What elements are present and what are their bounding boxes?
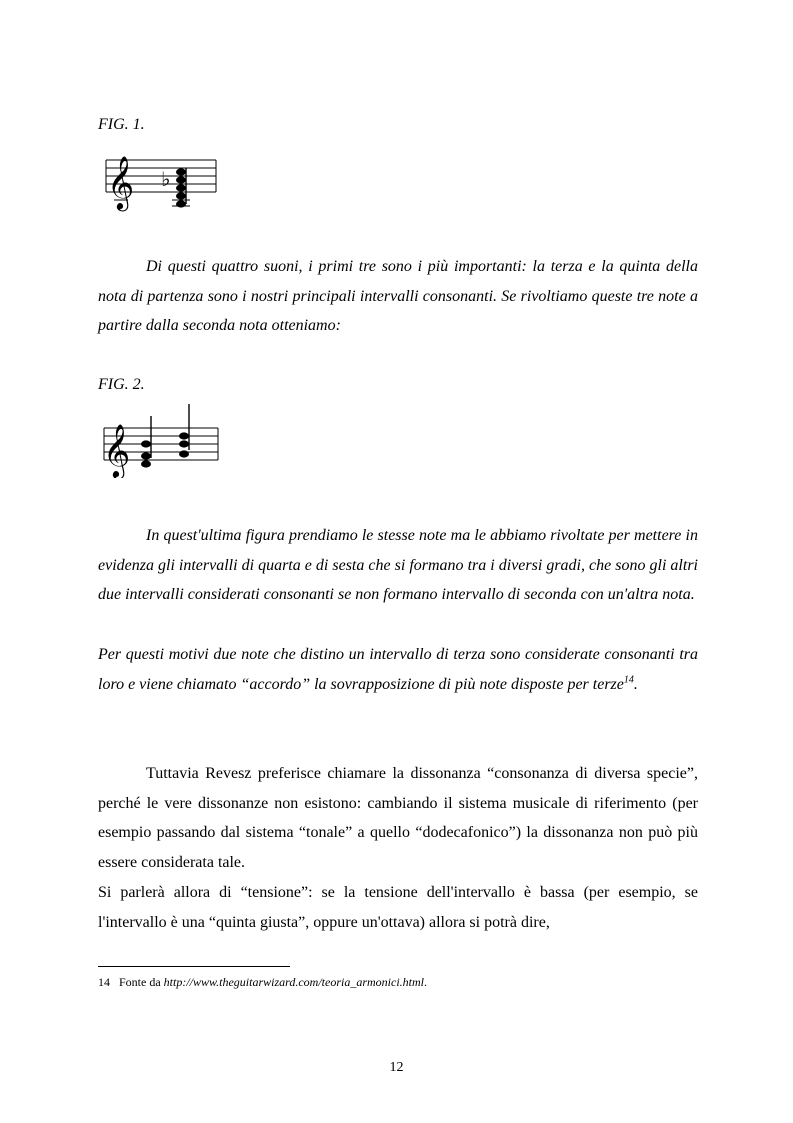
note-head bbox=[176, 184, 186, 191]
paragraph-2: In quest'ultima figura prendiamo le stesse note ma le abbiamo rivoltate per mettere in evidenza gli intervalli di quarta e di sesta che si formano tra i diversi gradi, che sono gli altri due intervalli considerati consonanti se non formano intervallo di seconda con un'altra nota. bbox=[98, 527, 698, 604]
fig2-label: FIG. 2. bbox=[98, 376, 145, 393]
footnote-ref[interactable]: 14 bbox=[623, 674, 634, 686]
paragraph-3 bbox=[98, 640, 698, 699]
note-head bbox=[176, 192, 186, 199]
footnote bbox=[98, 975, 427, 990]
page-number: 12 bbox=[389, 1060, 404, 1075]
footnote-prefix: Fonte da bbox=[119, 975, 161, 989]
fig2-staff bbox=[98, 402, 220, 478]
paragraph-4: Tuttavia Revesz preferisce chiamare la dissonanza “consonanza di diversa specie”, perché le vere dissonanze non esistono: cambiando il sistema musicale di riferimento (per esempio passando dal sistema “tonale” a quello “dodecafonico”) la dissonanza non può più essere considerata tale. bbox=[98, 765, 698, 872]
note-head bbox=[176, 200, 186, 207]
note-head bbox=[179, 440, 189, 447]
treble-clef-icon: 𝄞 bbox=[103, 423, 131, 477]
note-head bbox=[176, 176, 186, 183]
flat-icon: ♭ bbox=[161, 167, 171, 191]
note-head bbox=[179, 432, 189, 439]
footnote-number: 14 bbox=[98, 975, 110, 989]
footnote-end: . bbox=[424, 975, 428, 989]
paragraph-3-text: Per questi motivi due note che distino un intervallo di terza sono considerate consonanti tra loro e viene chiamato “accordo” la sovrapposizione di più note disposte per terze bbox=[98, 646, 698, 693]
note-head bbox=[141, 460, 151, 467]
paragraph-5: Si parlerà allora di “tensione”: se la tensione dell'intervallo è bassa (per esempio, se l'intervallo è una “quinta giusta”, oppure un'ottava) allora si potrà dire, bbox=[98, 884, 698, 931]
note-head bbox=[141, 440, 151, 447]
note-head bbox=[141, 452, 151, 459]
footnote-url[interactable]: http://www.theguitarwizard.com/teoria_armonici.html bbox=[163, 975, 425, 989]
paragraph-3-end: . bbox=[633, 675, 638, 693]
footnote-divider bbox=[98, 966, 290, 967]
paragraph-1: Di questi quattro suoni, i primi tre sono i più importanti: la terza e la quinta della nota di partenza sono i nostri principali intervalli consonanti. Se rivoltiamo queste tre note a partire dalla seconda nota otteniamo: bbox=[98, 258, 698, 335]
treble-clef-icon: 𝄞 bbox=[107, 155, 135, 209]
fig1-staff bbox=[98, 148, 218, 212]
note-head bbox=[176, 168, 186, 175]
note-head bbox=[179, 450, 189, 457]
fig1-label: FIG. 1. bbox=[98, 116, 145, 133]
